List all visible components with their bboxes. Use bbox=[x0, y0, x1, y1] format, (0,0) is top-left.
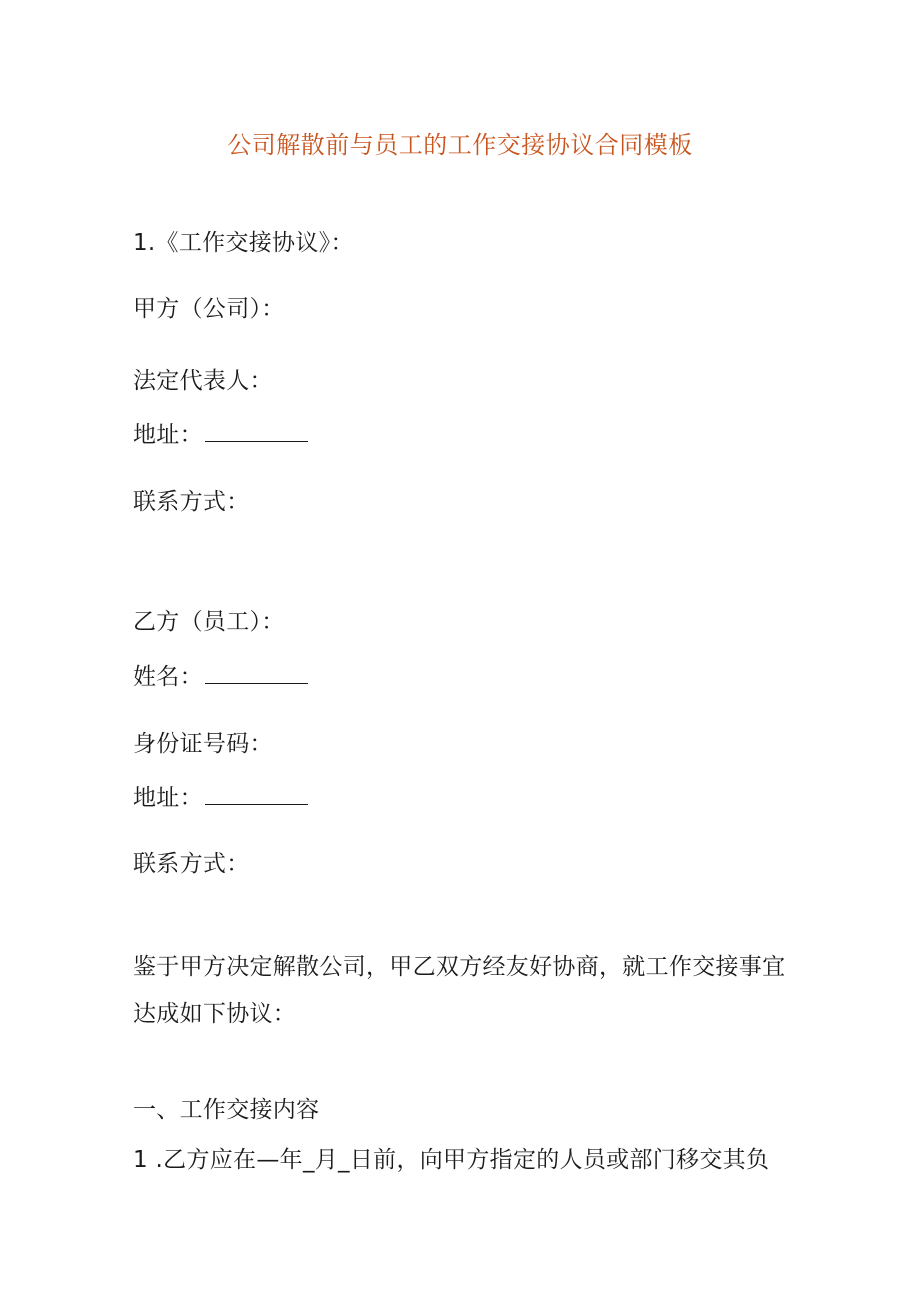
party-b-id-number: 身份证号码： bbox=[133, 731, 273, 757]
party-a-address-label: 地址： bbox=[133, 422, 203, 448]
party-b-address-label: 地址： bbox=[133, 785, 203, 811]
party-b-name-label: 姓名： bbox=[133, 664, 203, 690]
document-title: 公司解散前与员工的工作交接协议合同模板 bbox=[227, 131, 693, 159]
clause-1: 1 .乙方应在—年_月_日前，向甲方指定的人员或部门移交其负 bbox=[133, 1147, 770, 1173]
party-a-address-row bbox=[133, 418, 308, 452]
party-b-address-blank bbox=[205, 782, 308, 805]
party-b-name-blank bbox=[205, 661, 308, 684]
party-a-label: 甲方（公司）： bbox=[133, 296, 285, 322]
party-a-address-blank bbox=[205, 419, 308, 442]
preamble-line-2: 达成如下协议： bbox=[133, 1001, 297, 1027]
section-1-heading: 一、工作交接内容 bbox=[133, 1097, 320, 1123]
party-b-name-row bbox=[133, 660, 308, 694]
party-b-label: 乙方（员工）： bbox=[133, 609, 285, 635]
party-b-address-row bbox=[133, 781, 308, 815]
party-b-contact: 联系方式： bbox=[133, 851, 250, 877]
preamble-line-1: 鉴于甲方决定解散公司，甲乙双方经友好协商，就工作交接事宜 bbox=[133, 954, 786, 980]
party-a-legal-rep: 法定代表人： bbox=[133, 368, 273, 394]
party-a-contact: 联系方式： bbox=[133, 489, 250, 515]
agreement-heading: 1.《工作交接协议》： bbox=[133, 230, 354, 256]
